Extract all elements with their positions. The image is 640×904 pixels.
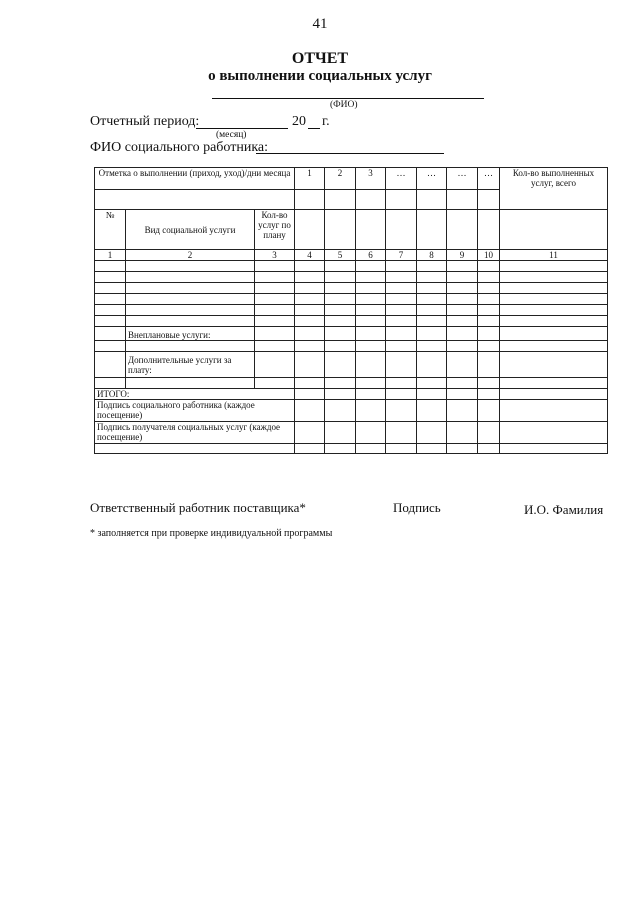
row-cell[interactable] (386, 400, 417, 422)
table-row (95, 283, 608, 294)
table-row (95, 444, 608, 454)
row-cell[interactable] (356, 378, 386, 389)
col-num-10: 10 (478, 250, 500, 261)
row-cell[interactable] (447, 294, 478, 305)
row-cell[interactable] (386, 327, 417, 341)
row-cell[interactable] (325, 327, 356, 341)
sig-recipient-row (95, 422, 608, 444)
row-cell[interactable] (386, 389, 417, 400)
unplanned-row (95, 327, 608, 341)
row-cell[interactable] (478, 341, 500, 352)
day-cell[interactable] (386, 190, 417, 210)
row-cell[interactable] (356, 352, 386, 378)
unplanned-label: Внеплановые услуги: (126, 327, 255, 341)
row-cell[interactable] (325, 305, 356, 316)
row-cell[interactable] (500, 305, 608, 316)
row-cell[interactable] (417, 327, 447, 341)
row-cell[interactable] (325, 378, 356, 389)
fio-line[interactable] (212, 98, 484, 99)
row-cell[interactable] (295, 444, 325, 454)
row-cell[interactable] (500, 352, 608, 378)
row-cell[interactable] (356, 422, 386, 444)
row-cell[interactable] (447, 422, 478, 444)
year-suffix: г. (322, 114, 330, 129)
row-cell[interactable] (325, 294, 356, 305)
day-header-2: 2 (325, 168, 356, 190)
row-cell[interactable] (356, 294, 386, 305)
row-cell[interactable] (126, 272, 255, 283)
row-cell[interactable] (417, 261, 447, 272)
row-cell[interactable] (95, 272, 126, 283)
row-cell[interactable] (478, 261, 500, 272)
row-cell[interactable] (417, 341, 447, 352)
paid-label: Дополнительные услуги за плату: (126, 352, 255, 378)
row-cell[interactable] (500, 272, 608, 283)
table-row (95, 341, 608, 352)
day-cell[interactable] (356, 210, 386, 250)
row-cell[interactable] (295, 341, 325, 352)
row-cell[interactable] (447, 378, 478, 389)
row-cell[interactable] (325, 400, 356, 422)
row-cell[interactable] (417, 444, 447, 454)
row-cell[interactable] (386, 378, 417, 389)
row-cell[interactable] (447, 352, 478, 378)
row-cell[interactable] (356, 341, 386, 352)
row-cell[interactable] (95, 327, 126, 341)
row-cell[interactable] (95, 378, 126, 389)
row-cell[interactable] (386, 305, 417, 316)
row-cell[interactable] (295, 389, 325, 400)
row-cell[interactable] (447, 272, 478, 283)
row-cell[interactable] (295, 261, 325, 272)
day-cell[interactable] (295, 190, 325, 210)
plan-header: Кол-во услуг по плану (255, 210, 295, 250)
row-cell[interactable] (478, 272, 500, 283)
day-header-4: … (386, 168, 417, 190)
row-cell[interactable] (95, 283, 126, 294)
row-cell[interactable] (500, 341, 608, 352)
row-cell[interactable] (500, 327, 608, 341)
row-cell[interactable] (295, 352, 325, 378)
row-cell[interactable] (447, 316, 478, 327)
row-cell[interactable] (447, 341, 478, 352)
day-header-1: 1 (295, 168, 325, 190)
row-cell[interactable] (478, 422, 500, 444)
row-cell[interactable] (325, 283, 356, 294)
day-cell[interactable] (386, 210, 417, 250)
row-cell[interactable] (417, 283, 447, 294)
row-cell[interactable] (478, 389, 500, 400)
sig-recipient-label: Подпись получателя социальных услуг (каждое посещение) (95, 422, 295, 444)
col-num-3: 3 (255, 250, 295, 261)
row-cell[interactable] (356, 261, 386, 272)
row-cell[interactable] (295, 422, 325, 444)
table-row (95, 316, 608, 327)
day-cell[interactable] (325, 190, 356, 210)
total-cell[interactable] (500, 210, 608, 250)
row-cell[interactable] (478, 327, 500, 341)
day-cell[interactable] (356, 190, 386, 210)
row-cell[interactable] (95, 294, 126, 305)
row-cell[interactable] (95, 341, 126, 352)
row-cell[interactable] (417, 316, 447, 327)
row-cell[interactable] (325, 341, 356, 352)
row-cell[interactable] (417, 352, 447, 378)
row-cell[interactable] (255, 272, 295, 283)
day-cell[interactable] (417, 190, 447, 210)
row-cell[interactable] (295, 316, 325, 327)
row-cell[interactable] (417, 389, 447, 400)
table-row (95, 272, 608, 283)
row-cell[interactable] (417, 422, 447, 444)
table-row (95, 378, 608, 389)
worker-label: ФИО социального работника: (90, 140, 269, 155)
year-prefix: 20 (292, 114, 306, 129)
col-num-2: 2 (126, 250, 255, 261)
row-cell[interactable] (356, 327, 386, 341)
day-cell[interactable] (325, 210, 356, 250)
month-caption: (месяц) (216, 130, 247, 140)
col-num-4: 4 (295, 250, 325, 261)
row-cell[interactable] (295, 378, 325, 389)
total-header: Кол-во выполненных услуг, всего (500, 168, 608, 210)
responsible-label: Ответственный работник поставщика* (90, 500, 306, 515)
row-cell[interactable] (126, 261, 255, 272)
signature-label: Подпись (393, 500, 441, 515)
day-header-6: … (447, 168, 478, 190)
row-cell[interactable] (95, 261, 126, 272)
row-cell[interactable] (325, 422, 356, 444)
row-cell[interactable] (478, 400, 500, 422)
day-cell[interactable] (478, 210, 500, 250)
row-cell[interactable] (447, 305, 478, 316)
row-cell[interactable] (325, 261, 356, 272)
row-cell[interactable] (95, 316, 126, 327)
row-cell[interactable] (417, 305, 447, 316)
footnote: * заполняется при проверке индивидуальной программы (90, 528, 333, 539)
row-cell[interactable] (500, 283, 608, 294)
day-cell[interactable] (447, 190, 478, 210)
total-label: ИТОГО: (95, 389, 295, 400)
row-cell[interactable] (500, 422, 608, 444)
row-cell[interactable] (386, 444, 417, 454)
col-num-6: 6 (356, 250, 386, 261)
total-row (95, 389, 608, 400)
row-cell[interactable] (386, 272, 417, 283)
row-cell[interactable] (126, 341, 255, 352)
row-cell[interactable] (295, 305, 325, 316)
row-cell[interactable] (255, 316, 295, 327)
row-cell[interactable] (325, 272, 356, 283)
row-cell[interactable] (417, 294, 447, 305)
col-num-8: 8 (417, 250, 447, 261)
row-cell[interactable] (295, 272, 325, 283)
row-cell[interactable] (500, 389, 608, 400)
row-cell[interactable] (356, 305, 386, 316)
row-cell[interactable] (295, 283, 325, 294)
mark-header: Отметка о выполнении (приход, уход)/дни месяца (95, 168, 295, 190)
row-cell[interactable] (386, 341, 417, 352)
row-cell[interactable] (356, 389, 386, 400)
row-cell[interactable] (95, 444, 295, 454)
name-label: И.О. Фамилия (524, 502, 604, 517)
month-line[interactable] (196, 128, 288, 129)
sig-worker-label: Подпись социального работника (каждое посещение) (95, 400, 295, 422)
row-cell[interactable] (478, 378, 500, 389)
row-cell[interactable] (478, 444, 500, 454)
header-blank (95, 190, 295, 210)
service-header: Вид социальной услуги (126, 210, 255, 250)
col-num-5: 5 (325, 250, 356, 261)
day-cell[interactable] (478, 190, 500, 210)
paid-row (95, 352, 608, 378)
row-cell[interactable] (500, 378, 608, 389)
column-numbers-row (95, 250, 608, 261)
col-num-11: 11 (500, 250, 608, 261)
row-cell[interactable] (356, 272, 386, 283)
row-cell[interactable] (478, 316, 500, 327)
row-cell[interactable] (325, 389, 356, 400)
row-cell[interactable] (126, 283, 255, 294)
row-cell[interactable] (95, 352, 126, 378)
row-cell[interactable] (126, 305, 255, 316)
services-table (94, 167, 608, 454)
num-header: № (95, 210, 126, 250)
row-cell[interactable] (500, 294, 608, 305)
row-cell[interactable] (447, 444, 478, 454)
day-header-3: 3 (356, 168, 386, 190)
day-cell[interactable] (417, 210, 447, 250)
row-cell[interactable] (356, 444, 386, 454)
row-cell[interactable] (478, 352, 500, 378)
row-cell[interactable] (447, 400, 478, 422)
row-cell[interactable] (478, 294, 500, 305)
col-num-9: 9 (447, 250, 478, 261)
row-cell[interactable] (447, 389, 478, 400)
table-row (95, 261, 608, 272)
row-cell[interactable] (255, 327, 295, 341)
table-row (95, 294, 608, 305)
day-cell[interactable] (447, 210, 478, 250)
sig-worker-row (95, 400, 608, 422)
row-cell[interactable] (126, 294, 255, 305)
table-row (95, 305, 608, 316)
row-cell[interactable] (356, 283, 386, 294)
row-cell[interactable] (500, 444, 608, 454)
worker-line[interactable] (256, 153, 444, 154)
row-cell[interactable] (417, 400, 447, 422)
row-cell[interactable] (295, 400, 325, 422)
row-cell[interactable] (500, 261, 608, 272)
report-subtitle: о выполнении социальных услуг (208, 68, 432, 84)
col-num-7: 7 (386, 250, 417, 261)
row-cell[interactable] (255, 341, 295, 352)
row-cell[interactable] (447, 327, 478, 341)
row-cell[interactable] (500, 400, 608, 422)
row-cell[interactable] (255, 378, 295, 389)
row-cell[interactable] (386, 352, 417, 378)
row-cell[interactable] (255, 294, 295, 305)
row-cell[interactable] (417, 272, 447, 283)
day-header-7: … (478, 168, 500, 190)
row-cell[interactable] (478, 283, 500, 294)
page-number: 41 (312, 16, 328, 32)
day-cell[interactable] (295, 210, 325, 250)
row-cell[interactable] (95, 305, 126, 316)
row-cell[interactable] (295, 294, 325, 305)
row-cell[interactable] (478, 305, 500, 316)
row-cell[interactable] (255, 352, 295, 378)
row-cell[interactable] (325, 316, 356, 327)
row-cell[interactable] (295, 327, 325, 341)
row-cell[interactable] (447, 261, 478, 272)
row-cell[interactable] (356, 400, 386, 422)
row-cell[interactable] (356, 316, 386, 327)
report-title: ОТЧЕТ (291, 50, 349, 67)
day-header-5: … (417, 168, 447, 190)
row-cell[interactable] (386, 261, 417, 272)
row-cell[interactable] (126, 378, 255, 389)
row-cell[interactable] (255, 305, 295, 316)
row-cell[interactable] (255, 283, 295, 294)
row-cell[interactable] (325, 444, 356, 454)
period-label: Отчетный период: (90, 114, 200, 129)
fio-caption: (ФИО) (330, 100, 358, 110)
row-cell[interactable] (325, 352, 356, 378)
row-cell[interactable] (255, 261, 295, 272)
row-cell[interactable] (417, 378, 447, 389)
row-cell[interactable] (447, 283, 478, 294)
row-cell[interactable] (386, 283, 417, 294)
row-cell[interactable] (386, 316, 417, 327)
row-cell[interactable] (126, 316, 255, 327)
col-num-1: 1 (95, 250, 126, 261)
year-line[interactable] (308, 128, 320, 129)
row-cell[interactable] (500, 316, 608, 327)
row-cell[interactable] (386, 422, 417, 444)
row-cell[interactable] (386, 294, 417, 305)
